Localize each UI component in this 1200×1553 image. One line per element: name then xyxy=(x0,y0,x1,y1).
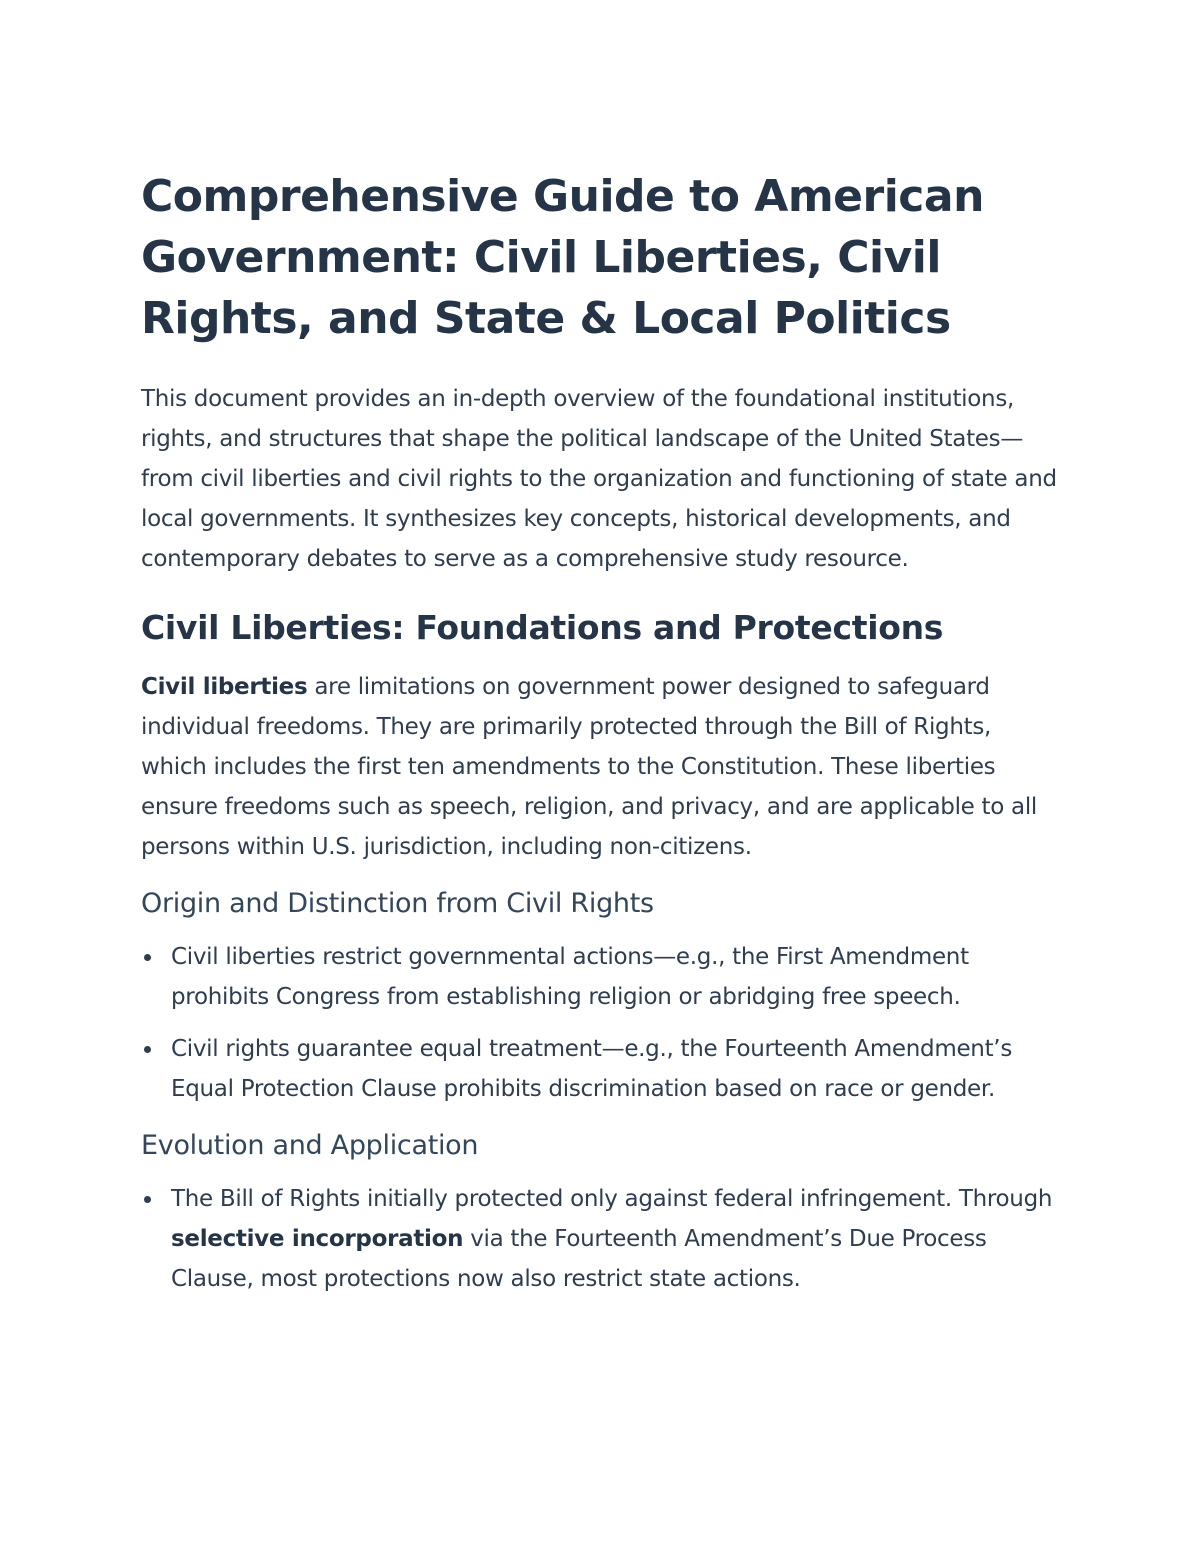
list-item-text-start: The Bill of Rights initially protected only against federal infringement. Through xyxy=(171,1186,1053,1212)
intro-paragraph: This document provides an in-depth overview of the foundational institutions, rights, and structures that shape the political landscape of the United States—from civil liberties and civil rights to the organization and functioning of state and local governments. It synthesizes key concepts, historical developments, and contemporary debates to serve as a comprehensive study resource. xyxy=(141,386,1057,572)
section-heading-civil-liberties: Civil Liberties: Foundations and Protections xyxy=(141,608,944,647)
origin-distinction-list xyxy=(141,937,1061,1109)
list-item-text-end: via the Fourteenth Amendment’s Due Process Clause, most protections now also restrict state actions. xyxy=(171,1226,987,1292)
evolution-application-list xyxy=(141,1179,1061,1299)
document-page xyxy=(141,166,1061,1311)
list-item xyxy=(141,1179,1061,1299)
civil-liberties-paragraph xyxy=(141,667,1061,867)
bullet-icon xyxy=(144,1196,151,1203)
list-item xyxy=(141,937,1061,1017)
list-item-text xyxy=(171,1186,1052,1292)
subheading-evolution-application: Evolution and Application xyxy=(141,1130,479,1161)
list-item xyxy=(141,1029,1061,1109)
subheading-origin-distinction: Origin and Distinction from Civil Rights xyxy=(141,888,654,919)
civil-liberties-term: Civil liberties xyxy=(141,674,308,700)
list-item-text: Civil rights guarantee equal treatment—e.g., the Fourteenth Amendment’s Equal Protection Clause prohibits discrimination based on race or gender. xyxy=(171,1036,1012,1102)
document-title: Comprehensive Guide to American Government: Civil Liberties, Civil Rights, and State & Local Politics xyxy=(141,171,984,344)
civil-liberties-definition: are limitations on government power designed to safeguard individual freedoms. They are primarily protected through the Bill of Rights, which includes the first ten amendments to the Constitution. These liberties ensure freedoms such as speech, religion, and privacy, and are applicable to all persons within U.S. jurisdiction, including non-citizens. xyxy=(141,674,1038,860)
bullet-icon xyxy=(144,954,151,961)
list-item-text: Civil liberties restrict governmental actions—e.g., the First Amendment prohibits Congress from establishing religion or abridging free speech. xyxy=(171,944,969,1010)
selective-incorporation-term: selective incorporation xyxy=(171,1226,464,1252)
bullet-icon xyxy=(144,1046,151,1053)
